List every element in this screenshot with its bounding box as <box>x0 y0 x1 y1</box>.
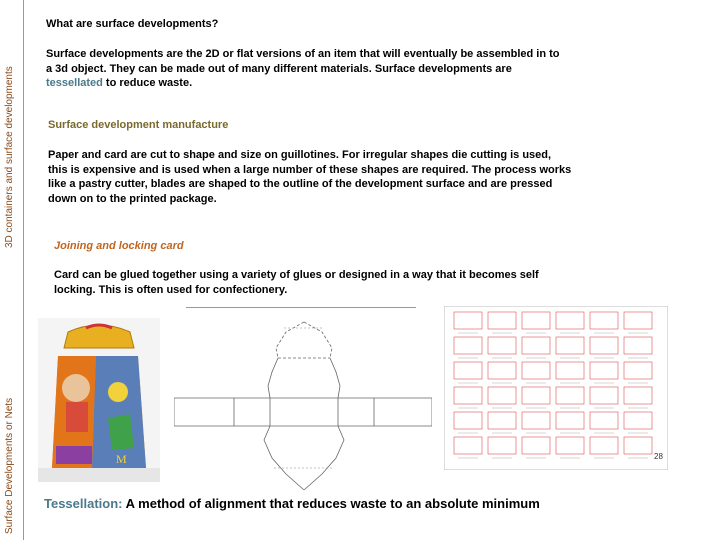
footer-definition <box>44 496 540 511</box>
tessellation-grid-diagram <box>444 306 668 470</box>
box-photo-illustration <box>38 318 160 482</box>
surface-net-diagram <box>174 318 432 494</box>
section-heading-joining: Joining and locking card <box>54 240 184 252</box>
svg-text:M: M <box>116 452 127 466</box>
footer-term: Tessellation: <box>44 496 123 511</box>
footer-definition-text: A method of alignment that reduces waste to an absolute minimum <box>122 496 540 511</box>
section-body-what: Surface developments are the 2D or flat versions of an item that will eventually be assembled in to a 3d object. They can be made out of many different materials. Surface developments are tessellated to reduce waste. <box>46 48 560 89</box>
section-heading-what: What are surface developments? <box>46 18 219 30</box>
figure-page-number: 28 <box>654 452 663 461</box>
section-body-joining: Card can be glued together using a variety of glues or designed in a way that it becomes self locking. This is often used for confectionery. <box>54 269 539 296</box>
sidebar-divider <box>23 0 24 540</box>
section-body-manufacture: Paper and card are cut to shape and size on guillotines. For irregular shapes die cutting is used, this is expensive and is used when a large number of these shapes are required. The process works like a pastry cutter, blades are shaped to the outline of the development surface and are pressed down on to the printed package. <box>48 149 572 205</box>
sidebar-label-bottom: Surface Developments or Nets <box>4 397 15 534</box>
highlight-tessellated: tessellated <box>46 77 103 89</box>
sidebar-label-top: 3D containers and surface developments <box>4 66 15 248</box>
rule-line <box>186 307 416 308</box>
section-heading-manufacture: Surface development manufacture <box>48 119 229 131</box>
